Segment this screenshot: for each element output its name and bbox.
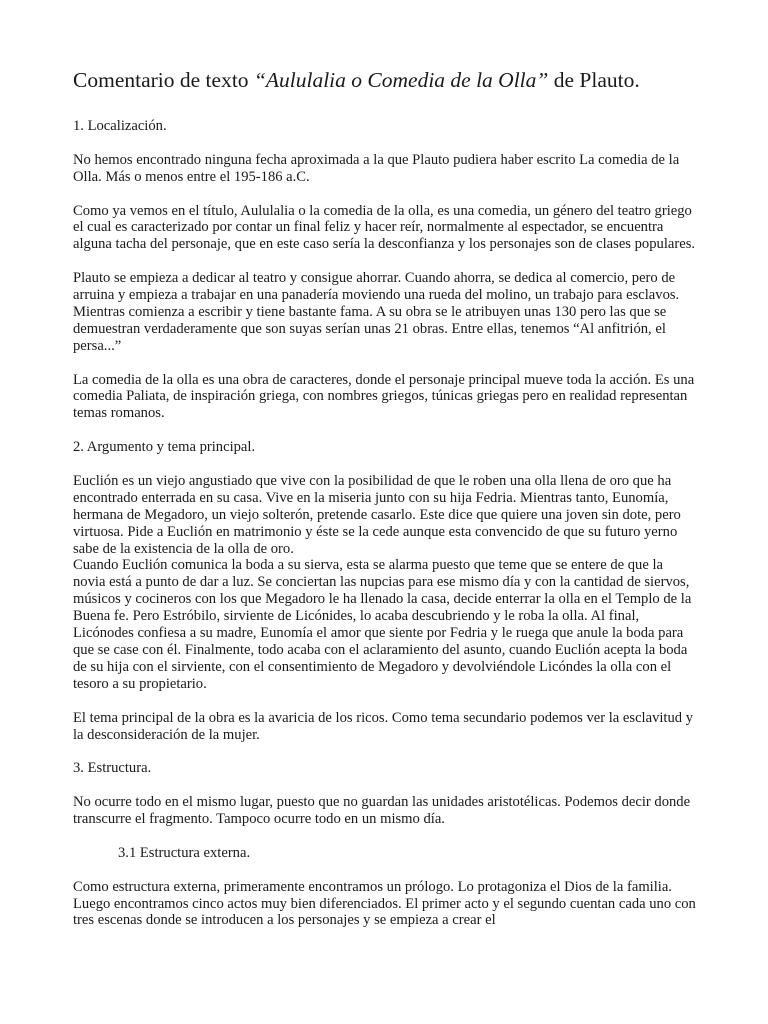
section-1-heading: 1. Localización. — [73, 118, 167, 134]
document-title — [73, 66, 698, 94]
section-2-paragraph-3: El tema principal de la obra es la avaricia de los ricos. Como tema secundario podemos ver la esclavitud y la desconsideración de la mujer. — [73, 709, 694, 743]
section-3-heading: 3. Estructura. — [73, 760, 152, 777]
section-2-paragraph-2: Cuando Euclión comunica la boda a su sierva, esta se alarma puesto que teme que se entere de que la novia está a punto de dar a luz. Se conciertan las nupcias para ese mismo día y con la cantidad de siervos, músicos y cocineros con los que Megadoro le ha llenado la casa, decide enterrar la olla en el Templo de la Buena fe. Pero Estróbilo, sirviente de Licónides, lo acaba descubriendo y le roba la olla. Al final, Licónodes confiesa a su madre, Eunomía el amor que siente por Fedria y le ruega que anule la boda para que se case con él. Finalmente, todo acaba con el aclaramiento del asunto, cuando Euclión acepta la boda de su hija con el sirviente, con el consentimiento de Megadoro y devolviéndole Licóndes la olla con el tesoro a su propietario. — [73, 557, 692, 692]
document-page — [73, 66, 698, 946]
section-2-paragraph-1: Euclión es un viejo angustiado que vive con la posibilidad de que le roben una olla llena de oro que ha encontrado enterrada en su casa. Vive en la miseria junto con su hija Fedria. Mientras tanto, Eunomía, hermana de Megadoro, un viejo solterón, pretende casarlo. Este dice que quiere una joven sin dote, pero virtuosa. Pide a Euclión en matrimonio y éste se la cede aunque esta convencido de que su futuro yerno sabe de la existencia de la olla de oro. — [73, 472, 681, 557]
section-1-paragraph-1: No hemos encontrado ninguna fecha aproximada a la que Plauto pudiera haber escrito La comedia de la Olla. Más o menos entre el 195-186 a.C. — [73, 151, 680, 185]
section-3-paragraph-1: No ocurre todo en el mismo lugar, puesto que no guardan las unidades aristotélicas. Podemos decir donde transcurre el fragmento. Tampoco ocurre todo en un mismo día. — [73, 794, 691, 828]
section-3-1-heading: 3.1 Estructura externa. — [118, 844, 251, 861]
section-1-paragraph-2: Como ya vemos en el título, Aululalia o la comedia de la olla, es una comedia, un género del teatro griego el cual es caracterizado por contar un final feliz y hacer reír, normalmente al espectador, se encuentra alguna tacha del personaje, que en este caso sería la desconfianza y los personajes son de clases populares. — [73, 202, 696, 253]
title-suffix: de Plauto. — [548, 68, 640, 92]
section-3-1-paragraph-1: Como estructura externa, primeramente encontramos un prólogo. Lo protagoniza el Dios de la familia. Luego encontramos cinco actos muy bien diferenciados. El primer acto y el segundo cuentan cada uno con tres escenas donde se introducen a los personajes y se empieza a crear el — [73, 878, 696, 929]
title-prefix: Comentario de texto — [73, 68, 254, 92]
section-1-paragraph-4: La comedia de la olla es una obra de caracteres, donde el personaje principal mueve toda la acción. Es una comedia Paliata, de inspiración griega, con nombres griegos, túnicas griegas pero en realidad representan temas romanos. — [73, 371, 695, 422]
section-1-paragraph-3: Plauto se empieza a dedicar al teatro y consigue ahorrar. Cuando ahorra, se dedica al comercio, pero de arruina y empieza a trabajar en una panadería moviendo una rueda del molino, un trabajo para esclavos. Mientras comienza a escribir y tiene bastante fama. A su obra se le atribuyen unas 130 pero las que se demuestran verdaderamente que son suyas serían unas 21 obras. Entre ellas, tenemos “Al anfitrión, el persa...” — [73, 270, 680, 354]
section-2-heading: 2. Argumento y tema principal. — [73, 439, 256, 456]
title-work: “Aululalia o Comedia de la Olla” — [253, 68, 549, 92]
